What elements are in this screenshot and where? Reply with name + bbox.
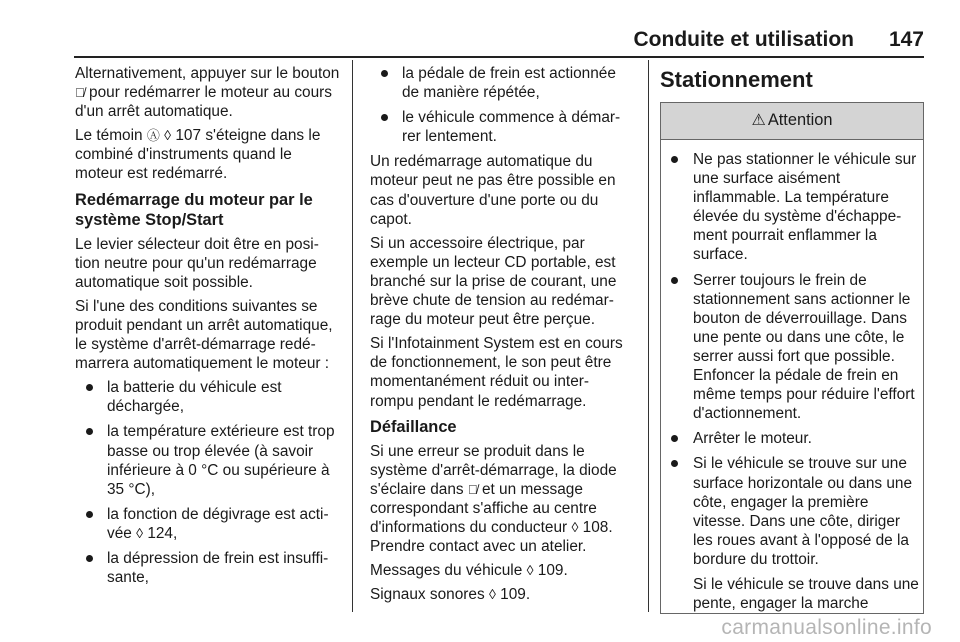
engine-stop-start-icon: Ⓐ̸ [75,85,85,101]
list-item: Serrer toujours le frein de stationnement sans actionner le bouton de déverrouillage. Dans une pente ou dans une côte, le serrer aussi fort que possible. Enfoncer la pédale de frein en même temps pour réduire l'effort d'actionnement. [667,271,919,424]
page-reference-arrow-icon: ◊ [571,518,579,535]
warning-box [660,102,924,614]
column-1 [75,64,343,593]
page-reference-arrow-icon: ◊ [164,127,172,144]
page-reference[interactable]: 107 [175,127,202,145]
section-title: Conduite et utilisation [633,28,854,51]
list-item: Ne pas stationner le véhicule sur une surface aisément inflammable. La température élevée du système d'échappe- ment pourrait enflammer la surface. [667,150,919,265]
page-reference-arrow-icon: ◊ [136,524,144,541]
warning-header [661,103,923,140]
list-item: la dépression de frein est insuffi- sante, [75,549,343,587]
warning-triangle-icon: ⚠ [751,112,766,130]
section-heading: Stationnement [660,67,813,92]
warning-list [667,150,919,569]
page-reference-arrow-icon: ◊ [526,562,534,579]
paragraph: Si l'Infotainment System est en cours de fonctionnement, le son peut être momentanément réduit ou inter- rompu pendant le redémarrage. [370,335,623,410]
subheading: Défaillance [370,417,457,436]
condition-list-continued [370,64,636,146]
paragraph: Le témoin Ⓐ ◊ 107 s'éteigne dans le combiné d'instruments quand le moteur est redémarré. [75,127,321,183]
paragraph: Si une erreur se produit dans le système d'arrêt-démarrage, la diode s'éclaire dans Ⓐ̸ et un message correspondant s'affiche au centre d'informations du conducteur ◊ 108. Prendre contact avec un atelier. [370,442,617,556]
paragraph: Messages du véhicule ◊ 109. [370,562,568,580]
list-item: la température extérieure est trop basse ou trop élevée (à savoir inférieure à 0 °C ou supérieure à 35 °C), [75,422,343,498]
list-item: le véhicule commence à démar- rer lentement. [370,108,636,146]
list-item: la fonction de dégivrage est acti- vée ◊ 124, [75,505,343,543]
column-2 [370,64,636,609]
page-number: 147 [888,28,924,51]
warning-label: Attention [767,111,833,130]
column-3 [660,64,924,614]
list-item: Arrêter le moteur. [667,429,919,448]
header-rule [74,56,924,58]
watermark: carmanualsonline.info [721,616,932,639]
auto-stop-indicator-icon: Ⓐ [146,128,160,144]
list-item: la batterie du véhicule est déchargée, [75,378,343,416]
page-header [0,22,960,58]
list-item: Si le véhicule se trouve sur une surface horizontale ou dans une côte, engager la première vitesse. Dans une côte, diriger les roues avant à l'opposé de la bordure du trottoir. [667,454,919,569]
page-reference[interactable]: 108 [582,518,609,536]
condition-list [75,378,343,587]
paragraph: Si le véhicule se trouve dans une pente, engager la marche [693,575,919,613]
column-divider-2 [648,60,649,612]
list-item: la pédale de frein est actionnée de manière répétée, [370,64,636,102]
paragraph: Le levier sélecteur doit être en posi- tion neutre pour qu'un redémarrage automatique soit possible. [75,235,319,291]
engine-stop-start-icon: Ⓐ̸ [467,481,478,497]
paragraph: Si un accessoire électrique, par exemple un lecteur CD portable, est branché sur la prise de courant, une brève chute de tension au redémar- rage du moteur peut être perçue. [370,234,617,329]
paragraph: Alternativement, appuyer sur le bouton Ⓐ̸ pour redémarrer le moteur au cours d'un arrêt automatique. [75,65,340,121]
paragraph: Si l'une des conditions suivantes se produit pendant un arrêt automatique, le système d'arrêt-démarrage redé- marrera automatiquement le moteur : [75,297,333,373]
paragraph: Un redémarrage automatique du moteur peut ne pas être possible en cas d'ouverture d'une porte ou du capot. [370,153,616,228]
page-reference[interactable]: 109 [537,562,564,580]
paragraph: Signaux sonores ◊ 109. [370,586,531,604]
page-reference[interactable]: 124 [147,524,173,542]
subheading: Redémarrage du moteur par le système Stop/Start [75,190,313,229]
column-divider-1 [352,60,353,612]
page-reference-arrow-icon: ◊ [488,586,496,603]
page-reference[interactable]: 109 [500,586,526,604]
warning-body [661,140,923,613]
